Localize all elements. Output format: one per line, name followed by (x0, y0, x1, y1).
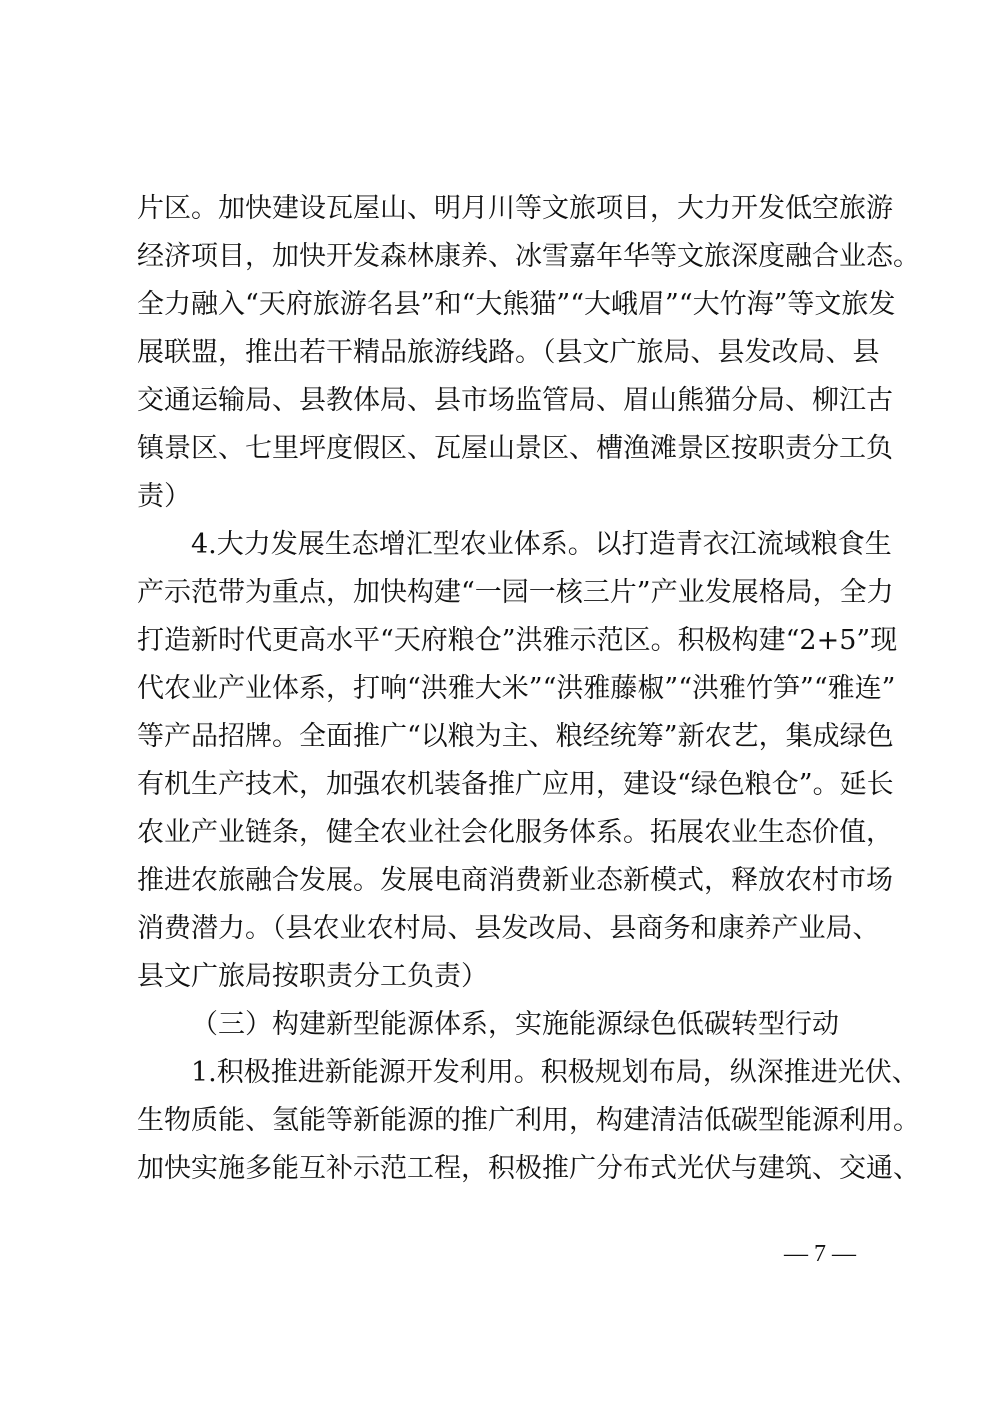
text-line: 镇景区、七里坪度假区、瓦屋山景区、槽渔滩景区按职责分工负 (137, 433, 893, 464)
text-line: 产示范带为重点，加快构建“一园一核三片”产业发展格局，全力 (137, 577, 894, 608)
text-line: 经济项目，加快开发森林康养、冰雪嘉年华等文旅深度融合业态。 (137, 241, 920, 272)
text-line: 等产品招牌。全面推广“以粮为主、粮经统筹”新农艺，集成绿色 (137, 721, 894, 752)
text-line: 推进农旅融合发展。发展电商消费新业态新模式，释放农村市场 (137, 865, 893, 896)
text-line: 全力融入“天府旅游名县”和“大熊猫”“大峨眉”“大竹海”等文旅发 (137, 289, 896, 320)
text-line: 打造新时代更高水平“天府粮仓”洪雅示范区。积极构建“2+5”现 (137, 625, 898, 656)
text-line: 加快实施多能互补示范工程，积极推广分布式光伏与建筑、交通、 (137, 1153, 920, 1184)
text-line: 有机生产技术，加强农机装备推广应用，建设“绿色粮仓”。延长 (137, 769, 894, 800)
text-line: 农业产业链条，健全农业社会化服务体系。拓展农业生态价值， (137, 817, 893, 848)
section-heading: （三）构建新型能源体系，实施能源绿色低碳转型行动 (191, 1009, 839, 1040)
paragraph-start-line: 4.大力发展生态增汇型农业体系。以打造青衣江流域粮食生 (191, 529, 892, 560)
text-line: 代农业产业体系，打响“洪雅大米”“洪雅藤椒”“洪雅竹笋”“雅连” (137, 673, 896, 704)
text-line: 交通运输局、县教体局、县市场监管局、眉山熊猫分局、柳江古 (137, 385, 893, 416)
page-number: — 7 — (784, 1241, 856, 1267)
text-line: 片区。加快建设瓦屋山、明月川等文旅项目，大力开发低空旅游 (137, 193, 893, 224)
text-line: 消费潜力。（县农业农村局、县发改局、县商务和康养产业局、 (137, 913, 880, 944)
text-line: 生物质能、氢能等新能源的推广利用，构建清洁低碳型能源利用。 (137, 1105, 920, 1136)
paragraph-start-line: 1.积极推进新能源开发利用。积极规划布局，纵深推进光伏、 (191, 1057, 919, 1088)
text-line: 责） (137, 481, 191, 512)
text-line: 展联盟，推出若干精品旅游线路。（县文广旅局、县发改局、县 (137, 337, 880, 368)
text-line: 县文广旅局按职责分工负责） (137, 961, 488, 992)
body-text (137, 185, 920, 1193)
